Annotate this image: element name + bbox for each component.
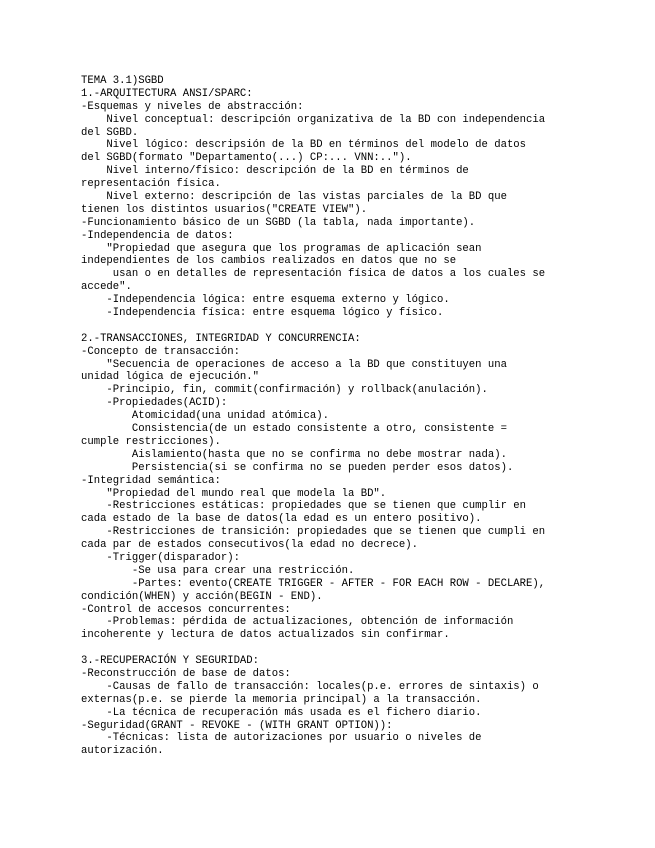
text-line: -Esquemas y niveles de abstracción: bbox=[81, 100, 304, 113]
text-line: -Causas de fallo de transacción: locales(p.e. errores de sintaxis) o bbox=[81, 680, 539, 693]
text-line: del SGBD. bbox=[81, 126, 139, 139]
text-line: condición(WHEN) y acción(BEGIN - END). bbox=[81, 590, 323, 603]
text-line: -Seguridad(GRANT - REVOKE - (WITH GRANT OPTION)): bbox=[81, 719, 393, 732]
text-line: 1.-ARQUITECTURA ANSI/SPARC: bbox=[81, 87, 253, 100]
text-line: tienen los distintos usuarios("CREATE VIEW"). bbox=[81, 203, 368, 216]
text-line: -Reconstrucción de base de datos: bbox=[81, 667, 291, 680]
text-line: -La técnica de recuperación más usada es el fichero diario. bbox=[81, 706, 482, 719]
text-line: externas(p.e. se pierde la memoria principal) a la transacción. bbox=[81, 693, 482, 706]
text-line: -Problemas: pérdida de actualizaciones, obtención de información bbox=[81, 616, 514, 629]
text-line: -Funcionamiento básico de un SGBD (la tabla, nada importante). bbox=[81, 216, 476, 229]
text-line: cada par de estados consecutivos(la edad no decrece). bbox=[81, 539, 418, 552]
text-line: Nivel lógico: descripsión de la BD en términos del modelo de datos bbox=[81, 139, 527, 152]
text-line: representación física. bbox=[81, 178, 221, 191]
text-line: -Trigger(disparador): bbox=[81, 551, 240, 564]
text-line: -Independencia de datos: bbox=[81, 229, 234, 242]
text-line: 3.-RECUPERACIÓN Y SEGURIDAD: bbox=[81, 655, 260, 668]
text-line: Consistencia(de un estado consistente a otro, consistente = bbox=[81, 423, 507, 436]
blank-line bbox=[81, 642, 651, 655]
text-line: -Integridad semántica: bbox=[81, 474, 221, 487]
text-line: del SGBD(formato "Departamento(...) CP:... VNN:.."). bbox=[81, 152, 412, 165]
text-line: autorización. bbox=[81, 745, 164, 758]
text-line: cada estado de la base de datos(la edad es un entero positivo). bbox=[81, 513, 482, 526]
text-line: usan o en detalles de representación física de datos a los cuales se bbox=[81, 268, 546, 281]
text-line: accede". bbox=[81, 281, 132, 294]
blank-line bbox=[81, 320, 651, 333]
document-body bbox=[81, 75, 651, 758]
text-line: "Secuencia de operaciones de acceso a la BD que constituyen una bbox=[81, 358, 507, 371]
text-line: independientes de los cambios realizados en datos que no se bbox=[81, 255, 457, 268]
text-line: TEMA 3.1)SGBD bbox=[81, 75, 164, 87]
text-line: Nivel interno/físico: descripción de la BD en términos de bbox=[81, 165, 469, 178]
text-line: -Se usa para crear una restricción. bbox=[81, 564, 355, 577]
text-line: -Restricciones estáticas: propiedades que se tienen que cumplir en bbox=[81, 500, 527, 513]
text-line: -Control de accesos concurrentes: bbox=[81, 603, 291, 616]
text-line: "Propiedad del mundo real que modela la BD". bbox=[81, 487, 387, 500]
text-line: incoherente y lectura de datos actualizados sin confirmar. bbox=[81, 629, 450, 642]
text-line: "Propiedad que asegura que los programas de aplicación sean bbox=[81, 242, 482, 255]
text-line: unidad lógica de ejecución." bbox=[81, 371, 260, 384]
text-line: -Técnicas: lista de autorizaciones por usuario o niveles de bbox=[81, 732, 482, 745]
text-line: -Principio, fin, commit(confirmación) y rollback(anulación). bbox=[81, 384, 488, 397]
text-line: cumple restricciones). bbox=[81, 435, 221, 448]
text-line: 2.-TRANSACCIONES, INTEGRIDAD Y CONCURRENCIA: bbox=[81, 332, 361, 345]
text-line: -Restricciones de transición: propiedades que se tienen que cumpli en bbox=[81, 526, 546, 539]
text-line: -Partes: evento(CREATE TRIGGER - AFTER - FOR EACH ROW - DECLARE), bbox=[81, 577, 546, 590]
text-line: Persistencia(si se confirma no se pueden perder esos datos). bbox=[81, 461, 514, 474]
text-line: Nivel conceptual: descripción organizativa de la BD con independencia bbox=[81, 113, 546, 126]
text-line: Nivel externo: descripción de las vistas parciales de la BD que bbox=[81, 191, 507, 204]
text-line: -Propiedades(ACID): bbox=[81, 397, 228, 410]
text-line: Atomicidad(una unidad atómica). bbox=[81, 410, 329, 423]
text-line: -Independencia lógica: entre esquema externo y lógico. bbox=[81, 294, 450, 307]
text-line: -Concepto de transacción: bbox=[81, 345, 240, 358]
text-line: -Independencia física: entre esquema lógico y físico. bbox=[81, 307, 444, 320]
text-line: Aislamiento(hasta que no se confirma no debe mostrar nada). bbox=[81, 448, 507, 461]
